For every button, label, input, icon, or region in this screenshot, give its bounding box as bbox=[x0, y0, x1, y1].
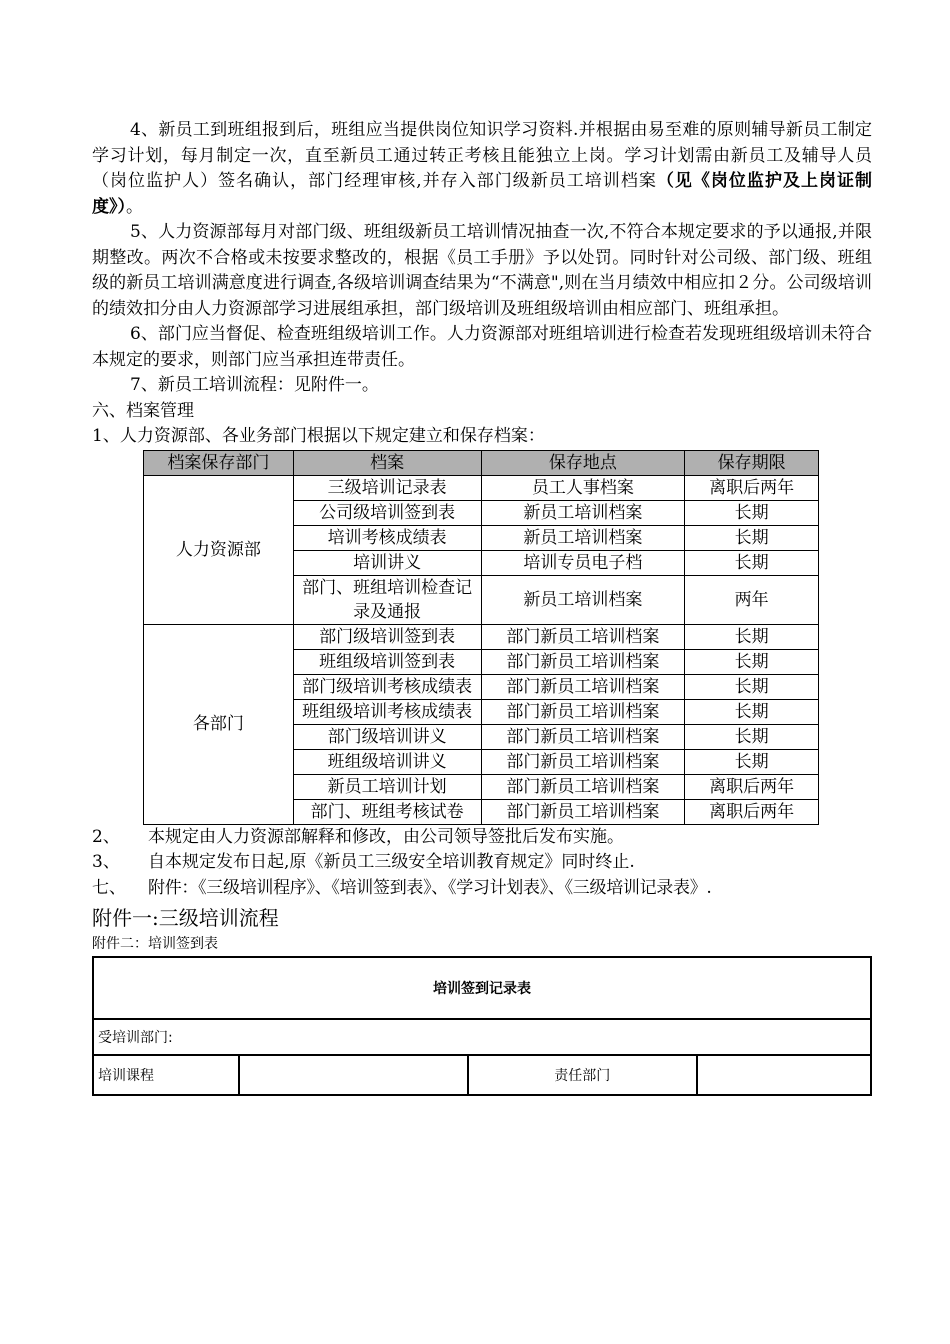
table-row bbox=[144, 475, 819, 500]
header-location: 保存地点 bbox=[481, 450, 685, 475]
sign-in-table-title: 培训签到记录表 bbox=[93, 957, 871, 1019]
location-cell: 员工人事档案 bbox=[481, 475, 685, 500]
file-cell: 部门级培训签到表 bbox=[293, 624, 481, 649]
item-number: 3、 bbox=[92, 852, 120, 872]
item-number: 七、 bbox=[92, 877, 126, 898]
location-cell: 新员工培训档案 bbox=[481, 500, 685, 525]
location-cell: 部门新员工培训档案 bbox=[481, 699, 685, 724]
paragraph-5: 5、人力资源部每月对部门级、班组级新员工培训情况抽查一次,不符合本规定要求的予以通报,并限期整改。两次不合格或未按要求整改的，根据《员工手册》予以处罚。同时针对公司级、部门级、班组级的新员工培训满意度进行调查,各级培训调查结果为“不满意",则在当月绩效中相应扣２分。公司级培训的绩效扣分由人力资源部学习进展组承担，部门级培训及班组级培训由相应部门、班组承担。 bbox=[92, 222, 872, 319]
file-cell: 部门、班组考核试卷 bbox=[293, 799, 481, 824]
table-row bbox=[144, 624, 819, 649]
section-6-title: 六、档案管理 bbox=[92, 400, 194, 421]
list-item bbox=[92, 850, 872, 876]
dept-cell: 人力资源部 bbox=[144, 475, 294, 624]
archive-table-header-row bbox=[144, 450, 819, 475]
paragraph-7: 7、新员工培训流程：见附件一。 bbox=[130, 375, 379, 395]
period-cell: 长期 bbox=[685, 525, 819, 550]
file-cell: 三级培训记录表 bbox=[293, 475, 481, 500]
item-number: 2、 bbox=[92, 826, 120, 847]
file-cell: 部门级培训讲义 bbox=[293, 724, 481, 749]
file-cell: 新员工培训计划 bbox=[293, 774, 481, 799]
location-cell: 新员工培训档案 bbox=[481, 575, 685, 624]
file-cell: 班组级培训讲义 bbox=[293, 749, 481, 774]
document-page bbox=[92, 118, 872, 1096]
period-cell: 长期 bbox=[685, 649, 819, 674]
course-label: 培训课程 bbox=[93, 1055, 239, 1095]
location-cell: 新员工培训档案 bbox=[481, 525, 685, 550]
period-cell: 长期 bbox=[685, 699, 819, 724]
sign-in-table bbox=[92, 956, 872, 1096]
period-cell: 离职后两年 bbox=[685, 799, 819, 824]
location-cell: 部门新员工培训档案 bbox=[481, 749, 685, 774]
attachment-1-title: 附件一:三级培训流程 bbox=[92, 906, 279, 930]
paragraph-4-bold-reference: （见《岗位监护及上岗证制度》） bbox=[92, 171, 873, 217]
period-cell: 两年 bbox=[685, 575, 819, 624]
location-cell: 培训专员电子档 bbox=[481, 550, 685, 575]
period-cell: 离职后两年 bbox=[685, 774, 819, 799]
file-cell: 班组级培训考核成绩表 bbox=[293, 699, 481, 724]
location-cell: 部门新员工培训档案 bbox=[481, 724, 685, 749]
item-text: 本规定由人力资源部解释和修改，由公司领导签批后发布实施。 bbox=[148, 826, 624, 847]
item-text: 附件：《三级培训程序》、《培训签到表》、《学习计划表》、《三级培训记录表》. bbox=[148, 877, 712, 898]
location-cell: 部门新员工培训档案 bbox=[481, 799, 685, 824]
list-item bbox=[92, 825, 872, 851]
dept-cell: 各部门 bbox=[144, 624, 294, 824]
trainee-dept-label: 受培训部门: bbox=[93, 1019, 871, 1055]
period-cell: 长期 bbox=[685, 624, 819, 649]
header-file: 档案 bbox=[293, 450, 481, 475]
resp-dept-label: 责任部门 bbox=[468, 1055, 697, 1095]
section-6-item-1: 1、人力资源部、各业务部门根据以下规定建立和保存档案： bbox=[92, 426, 545, 446]
closing-items bbox=[92, 825, 872, 902]
paragraph-6: 6、部门应当督促、检查班组级培训工作。人力资源部对班组培训进行检查若发现班组级培训未符合本规定的要求，则部门应当承担连带责任。 bbox=[92, 324, 872, 370]
file-cell: 培训讲义 bbox=[293, 550, 481, 575]
file-cell: 培训考核成绩表 bbox=[293, 525, 481, 550]
location-cell: 部门新员工培训档案 bbox=[481, 774, 685, 799]
location-cell: 部门新员工培训档案 bbox=[481, 624, 685, 649]
period-cell: 离职后两年 bbox=[685, 475, 819, 500]
list-item bbox=[92, 876, 872, 902]
course-value[interactable] bbox=[239, 1055, 468, 1095]
archive-table bbox=[143, 450, 819, 825]
header-period: 保存期限 bbox=[685, 450, 819, 475]
period-cell: 长期 bbox=[685, 749, 819, 774]
file-cell: 部门级培训考核成绩表 bbox=[293, 674, 481, 699]
header-dept: 档案保存部门 bbox=[144, 450, 294, 475]
resp-dept-value[interactable] bbox=[697, 1055, 871, 1095]
location-cell: 部门新员工培训档案 bbox=[481, 649, 685, 674]
period-cell: 长期 bbox=[685, 674, 819, 699]
file-cell: 公司级培训签到表 bbox=[293, 500, 481, 525]
period-cell: 长期 bbox=[685, 500, 819, 525]
period-cell: 长期 bbox=[685, 724, 819, 749]
file-cell: 部门、班组培训检查记录及通报 bbox=[293, 575, 481, 624]
paragraph-4: 4、新员工到班组报到后，班组应当提供岗位知识学习资料.并根据由易至难的原则辅导新员工制定学习计划，每月制定一次，直至新员工通过转正考核且能独立上岗。学习计划需由新员工及辅导人员（岗位监护人）签名确认，部门经理审核,并存入部门级新员工培训档案（见《岗位监护及上岗证制度》）。 bbox=[92, 120, 873, 217]
location-cell: 部门新员工培训档案 bbox=[481, 674, 685, 699]
attachment-2-title: 附件二：培训签到表 bbox=[92, 936, 218, 952]
item-text: 自本规定发布日起,原《新员工三级安全培训教育规定》同时终止. bbox=[148, 852, 635, 872]
file-cell: 班组级培训签到表 bbox=[293, 649, 481, 674]
period-cell: 长期 bbox=[685, 550, 819, 575]
